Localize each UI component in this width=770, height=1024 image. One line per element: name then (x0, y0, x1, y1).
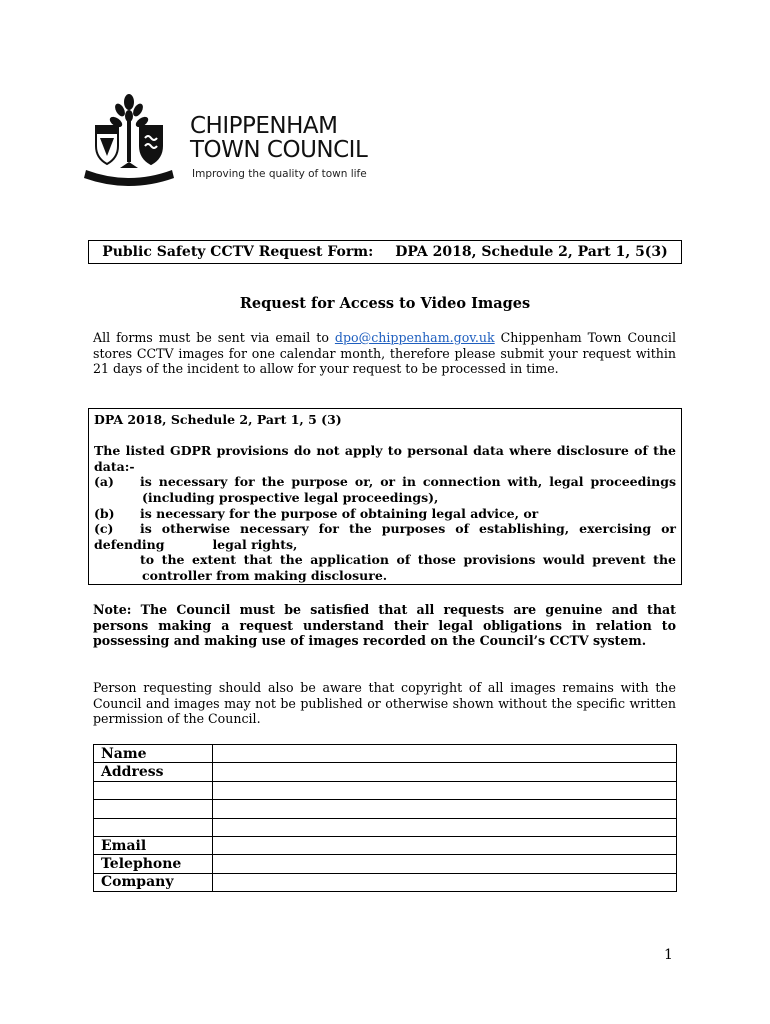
council-name (190, 114, 367, 162)
table-row (94, 836, 677, 854)
table-row (94, 781, 677, 799)
table-row (94, 745, 677, 763)
council-crest-icon (82, 90, 186, 190)
telephone-field[interactable] (213, 855, 677, 873)
field-label-telephone: Telephone (94, 855, 213, 873)
council-note: Note: The Council must be satisfied that all requests are genuine and that persons making a request understand their legal obligations in relation to possessing and making use of images recorded on the Council’s CCTV system. (93, 602, 676, 649)
dpa-heading: DPA 2018, Schedule 2, Part 1, 5 (3) (94, 412, 342, 427)
council-name-line2: TOWN COUNCIL (190, 137, 368, 163)
field-label-address: Address (94, 763, 213, 781)
dpa-closing: to the extent that the application of those provisions would prevent thecontroller from making disclosure. (140, 552, 676, 583)
intro-text-end: Chippenham Town Council stores CCTV images for one calendar month, therefore please submit your request within 21 days of the incident to allow for your request to be processed in time. (93, 330, 676, 377)
dpa-item-a: (a) is necessary for the purpose or, or in connection with, legal proceedings(including prospective legal proceedings), (94, 474, 676, 505)
council-tagline: Improving the quality of town life (192, 168, 367, 180)
name-field[interactable] (213, 745, 677, 763)
table-row (94, 818, 677, 836)
dpa-item-b: (b) is necessary for the purpose of obtaining legal advice, or (94, 505, 539, 521)
form-title-box (88, 240, 682, 264)
table-row (94, 800, 677, 818)
dpa-item-c: (c) is otherwise necessary for the purposes of establishing, exercising or defending legal rights, (94, 521, 676, 552)
dpo-email-link[interactable]: dpo@chippenham.gov.uk (334, 330, 495, 345)
field-label-blank (94, 818, 213, 836)
field-label-email: Email (94, 836, 213, 854)
intro-text-start: All forms must be sent via email to (93, 330, 335, 345)
table-row (94, 873, 677, 891)
subheading: Request for Access to Video Images (239, 295, 531, 312)
address-field-line1[interactable] (213, 763, 677, 781)
council-name-line1: CHIPPENHAM (190, 113, 338, 139)
address-field-line4[interactable] (213, 818, 677, 836)
form-title: Public Safety CCTV Request Form: (102, 244, 374, 260)
email-field[interactable] (213, 836, 677, 854)
dpa-exemption-box (88, 408, 682, 585)
council-logo (82, 90, 382, 190)
address-field-line2[interactable] (213, 781, 677, 799)
form-reference: DPA 2018, Schedule 2, Part 1, 5(3) (395, 244, 668, 260)
page-number: 1 (664, 947, 673, 963)
copyright-paragraph: Person requesting should also be aware that copyright of all images remains with the Council and images may not be published or otherwise shown without the specific written permission of the Council. (93, 680, 676, 727)
field-label-company: Company (94, 873, 213, 891)
field-label-blank (94, 781, 213, 799)
field-label-blank (94, 800, 213, 818)
address-field-line3[interactable] (213, 800, 677, 818)
requester-details-table (93, 744, 677, 892)
company-field[interactable] (213, 873, 677, 891)
intro-paragraph (93, 330, 676, 377)
field-label-name: Name (94, 745, 213, 763)
dpa-lead: The listed GDPR provisions do not apply to personal data where disclosure of the data:- (94, 443, 676, 474)
table-row (94, 855, 677, 873)
table-row (94, 763, 677, 781)
